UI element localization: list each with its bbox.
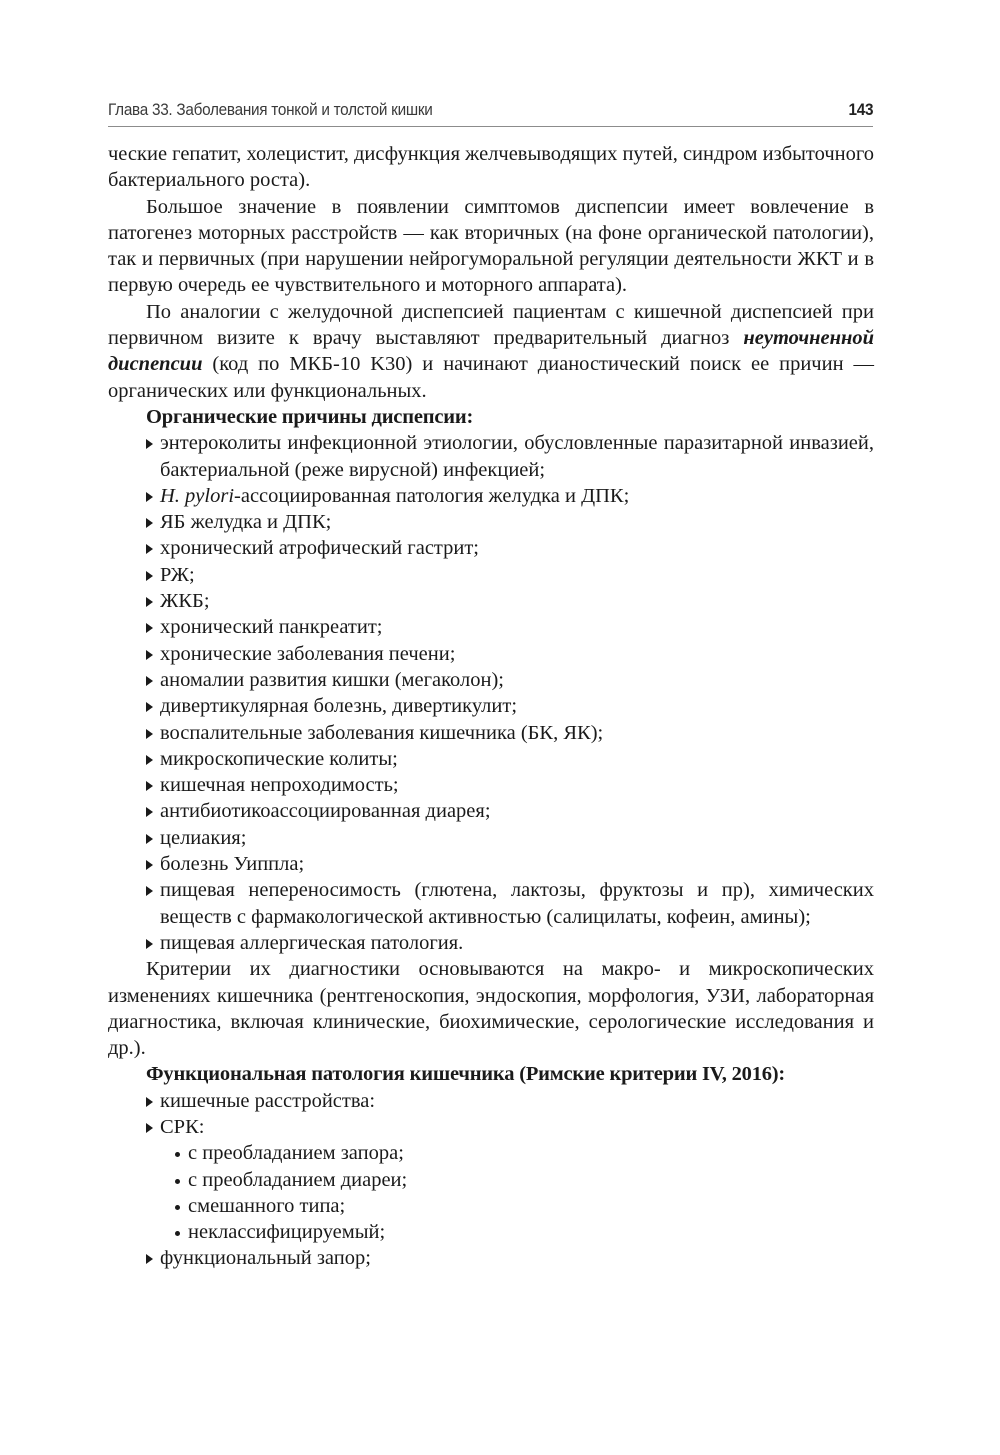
diagnosis-emphasis: неуточненной диспепсии bbox=[108, 327, 874, 376]
sub-list-item: неклассифицируемый; bbox=[174, 1219, 874, 1245]
sub-list-item: с преобладанием диареи; bbox=[174, 1167, 874, 1193]
body-text bbox=[108, 141, 874, 1272]
ibs-subtypes-list bbox=[160, 1140, 874, 1245]
list-item: кишечные расстройства: bbox=[146, 1088, 874, 1114]
organic-causes-list bbox=[108, 430, 874, 956]
paragraph-criteria: Критерии их диагностики основываются на макро- и микроскопических изменениях кишечника (рентгеноскопия, эндоскопия, морфология, УЗИ, лабораторная диагностика, включая клинические, биохимические, серологические исследования и др.). bbox=[108, 958, 874, 1060]
list-item: хронический панкреатит; bbox=[146, 614, 874, 640]
list-item: пищевая непереносимость (глютена, лактозы, фруктозы и пр), химических веществ с фармакологической активностью (салицилаты, кофеин, амины); bbox=[146, 877, 874, 930]
functional-pathology-list bbox=[108, 1088, 874, 1272]
list-item: ЯБ желудка и ДПК; bbox=[146, 509, 874, 535]
list-item: хронический атрофический гастрит; bbox=[146, 535, 874, 561]
h-pylori-term: H. pylori bbox=[160, 484, 235, 507]
list-item: микроскопические колиты; bbox=[146, 746, 874, 772]
list-item: H. pylori-ассоциированная патология желудка и ДПК; bbox=[146, 483, 874, 509]
running-header bbox=[108, 100, 873, 127]
chapter-title: Глава 33. Заболевания тонкой и толстой кишки bbox=[108, 100, 433, 119]
list-item: антибиотикоассоциированная диарея; bbox=[146, 798, 874, 824]
list-item: аномалии развития кишки (мегаколон); bbox=[146, 667, 874, 693]
list-item: энтероколиты инфекционной этиологии, обусловленные паразитарной инвазией, бактериальной (реже вирусной) инфекцией; bbox=[146, 430, 874, 483]
paragraph-motor-disorders: Большое значение в появлении симптомов диспепсии имеет вовлечение в патогенез моторных расстройств — как вторичных (на фоне органической патологии), так и первичных (при нарушении нейрогуморальной регуляции деятельности ЖКТ и в первую очередь ее чувствительного и моторного аппарата). bbox=[108, 195, 874, 297]
paragraph-diagnosis bbox=[108, 299, 874, 404]
sub-list-item: с преобладанием запора; bbox=[174, 1140, 874, 1166]
list-item: целиакия; bbox=[146, 825, 874, 851]
list-item: РЖ; bbox=[146, 562, 874, 588]
diagnosis-text-after: (код по МКБ-10 K30) и начинают дианостический поиск ее причин — органических или функциональных. bbox=[108, 353, 874, 402]
list-item: СРК: с преобладанием запора; с преобладанием диареи; смешанного типа; неклассифицируемый; bbox=[146, 1114, 874, 1245]
list-item: пищевая аллергическая патология. bbox=[146, 930, 874, 956]
list-item: хронические заболевания печени; bbox=[146, 641, 874, 667]
paragraph-continuation: ческие гепатит, холецистит, дисфункция желчевыводящих путей, синдром избыточного бактериального роста). bbox=[108, 143, 874, 192]
list-item: болезнь Уиппла; bbox=[146, 851, 874, 877]
list-item: кишечная непроходимость; bbox=[146, 772, 874, 798]
list-item: функциональный запор; bbox=[146, 1245, 874, 1271]
book-page bbox=[108, 100, 874, 1272]
organic-causes-heading: Органические причины диспепсии: bbox=[146, 405, 474, 428]
list-item: дивертикулярная болезнь, дивертикулит; bbox=[146, 693, 874, 719]
list-item: ЖКБ; bbox=[146, 588, 874, 614]
sub-list-item: смешанного типа; bbox=[174, 1193, 874, 1219]
diagnosis-text-before: По аналогии с желудочной диспепсией пациентам с кишечной диспепсией при первичном визите к врачу выставляют предварительный диагноз bbox=[108, 300, 874, 350]
list-item: воспалительные заболевания кишечника (БК, ЯК); bbox=[146, 720, 874, 746]
functional-pathology-heading: Функциональная патология кишечника (Римские критерии IV, 2016): bbox=[146, 1063, 786, 1086]
page-number: 143 bbox=[848, 100, 874, 119]
